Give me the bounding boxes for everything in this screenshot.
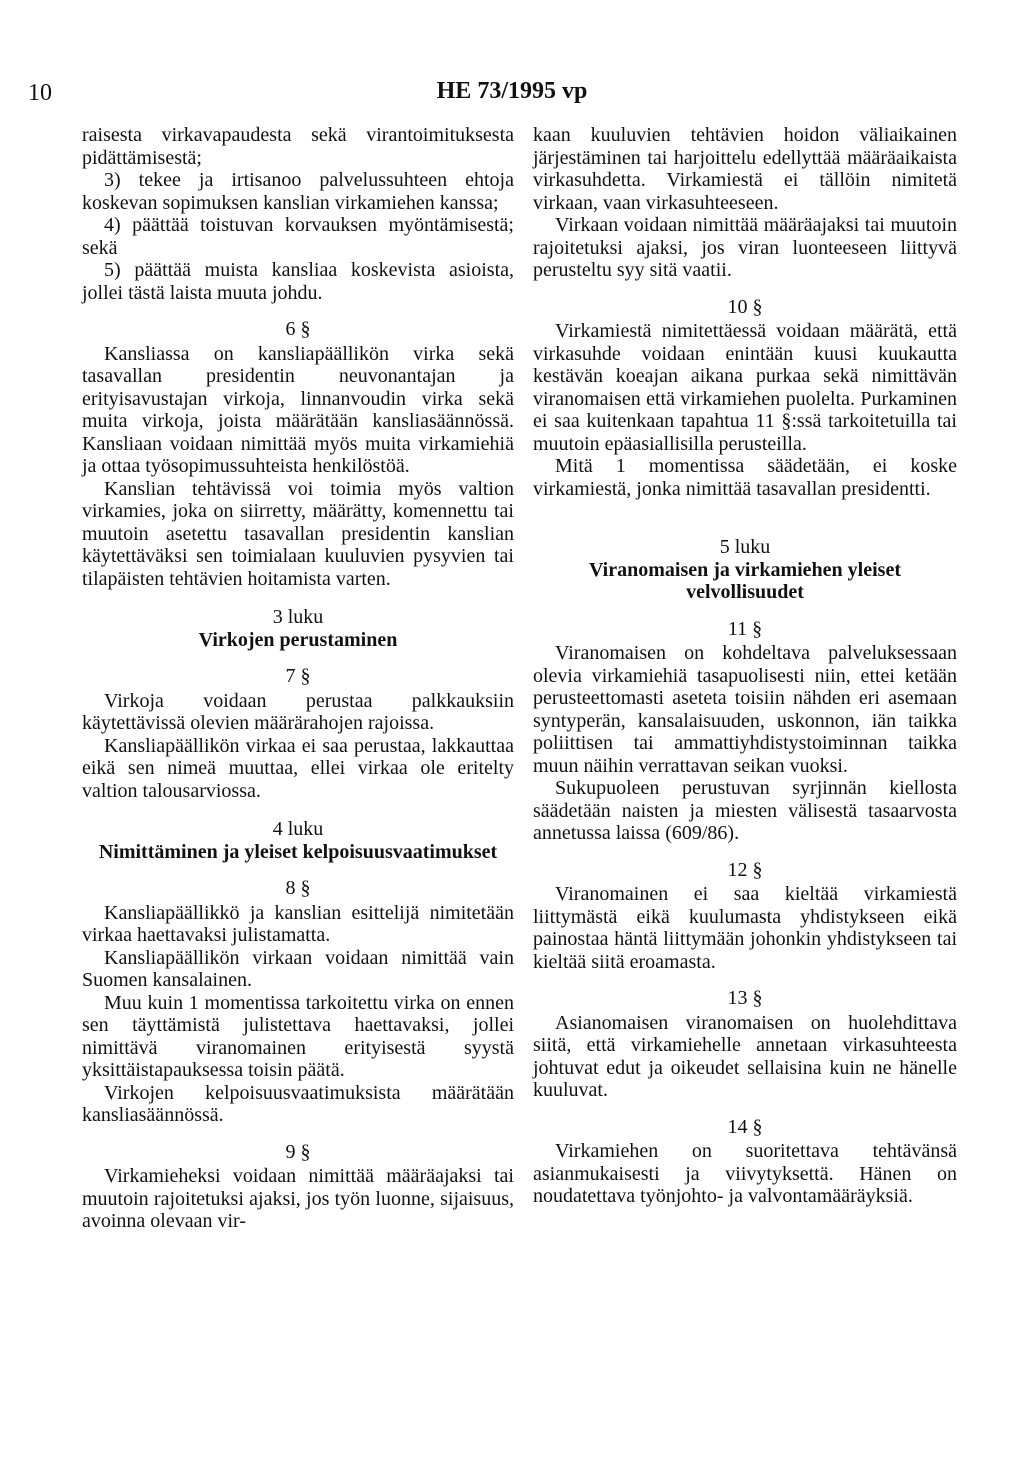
paragraph: Virkoja voidaan perustaa palkkauksiin käytettävissä olevien määrärahojen rajoissa. [82, 689, 514, 734]
chapter-5-title: Viranomaisen ja virkamiehen yleiset velvollisuudet [588, 558, 901, 603]
paragraph: Virkamiehen on suoritettava tehtävänsä asianmukaisesti ja viivytyksettä. Hänen on noudatettava työnjohto- ja valvontamääräyksiä. [533, 1140, 957, 1207]
paragraph: Virkaan voidaan nimittää määräajaksi tai muutoin rajoitetuksi ajaksi, jos viran luonteeseen liittyvä perusteltu syy sitä vaatii. [533, 214, 957, 281]
section-10-heading: 10 § [727, 295, 763, 318]
paragraph: Virkojen kelpoisuusvaatimuksista määrätään kansliasäännössä. [82, 1081, 514, 1126]
chapter-4-title: Nimittäminen ja yleiset kelpoisuusvaatimukset [98, 840, 498, 863]
section-8-heading: 8 § [285, 877, 311, 899]
paragraph: Kansliassa on kansliapäällikön virka sekä tasavallan presidentin neuvonantajan ja erityisavustajan virkoja, linnanvoudin virka sekä muita virkoja, joista määrätään kansliasäännössä. Kansliaan voidaan nimittää myös muita virkamiehiä ja ottaa työsopimussuhteista henkilöstöä. [82, 342, 514, 477]
chapter-4-number: 4 luku [272, 818, 324, 840]
paragraph: Kanslian tehtävissä voi toimia myös valtion virkamies, joka on siirretty, määrätty, komennettu tai muutoin asetettu tasavallan presidentin kanslian käytettäväksi sen toimialaan kuuluvien pysyvien tai tilapäisten tehtävien hoitamista varten. [82, 477, 514, 590]
section-6-heading: 6 § [285, 318, 311, 340]
list-item: 4) päättää toistuvan korvauksen myöntämisestä; sekä [82, 214, 514, 259]
section-14-heading: 14 § [727, 1115, 763, 1138]
paragraph: Viranomainen ei saa kieltää virkamiestä liittymästä eikä kuulumasta yhdistykseen eikä painostaa häntä liittymään johonkin yhdistykseen tai kieltää siitä eroamasta. [533, 883, 957, 973]
section-11-heading: 11 § [727, 617, 763, 640]
paragraph: Muu kuin 1 momentissa tarkoitettu virka on ennen sen täyttämistä julistettava haettavaksi, jollei nimittävä viranomainen erityisestä syystä yksittäistapauksessa toisin päätä. [82, 991, 514, 1081]
left-column [82, 124, 514, 1233]
paragraph: kaan kuuluvien tehtävien hoidon väliaikainen järjestäminen tai harjoittelu edellyttää määräaikaista virkasuhdetta. Virkamiestä ei tällöin nimitetä virkaan, vaan virkasuhteeseen. [533, 124, 957, 214]
list-item: 3) tekee ja irtisanoo palvelussuhteen ehtoja koskevan sopimuksen kanslian virkamiehen kanssa; [82, 169, 514, 214]
chapter-3-number: 3 luku [272, 606, 324, 628]
list-item: 5) päättää muista kansliaa koskevista asioista, jollei tästä laista muuta johdu. [82, 259, 514, 304]
paragraph: Virkamiestä nimitettäessä voidaan määrätä, että virkasuhde voidaan enintään kuusi kuukautta kestävän koeajan aikana purkaa sekä nimittävän viranomaisen että virkamiehen puolelta. Purkaminen ei saa kuitenkaan tapahtua 11 §:ssä tarkoitetuilla tai muutoin epäasiallisilla perusteilla. [533, 320, 957, 455]
paragraph: Asianomaisen viranomaisen on huolehdittava siitä, että virkamiehelle annetaan virkasuhteesta johtuvat edut ja oikeudet sellaisina kuin ne hänelle kuuluvat. [533, 1011, 957, 1101]
section-9-heading: 9 § [285, 1140, 311, 1163]
paragraph: Viranomaisen on kohdeltava palveluksessaan olevia virkamiehiä tasapuolisesti niin, ettei ketään perusteettomasti aseteta toisiin nähden eri asemaan syntyperän, kansalaisuuden, uskonnon, iän taikka poliittisen tai ammattiyhdistystoiminnan taikka muun näihin verrattavan seikan vuoksi. [533, 642, 957, 777]
chapter-3-title: Virkojen perustaminen [198, 628, 398, 651]
running-header: HE 73/1995 vp [436, 78, 588, 104]
paragraph: Kansliapäällikkö ja kanslian esittelijä nimitetään virkaa haettavaksi julistamatta. [82, 901, 514, 946]
paragraph: Kansliapäällikön virkaan voidaan nimittää vain Suomen kansalainen. [82, 946, 514, 991]
paragraph: Sukupuoleen perustuvan syrjinnän kiellosta säädetään naisten ja miesten välisestä tasaarvosta annetussa laissa (609/86). [533, 777, 957, 844]
section-13-heading: 13 § [727, 987, 763, 1009]
page-number: 10 [28, 80, 52, 106]
paragraph: Mitä 1 momentissa säädetään, ei koske virkamiestä, jonka nimittää tasavallan presidentti. [533, 455, 957, 500]
right-column [533, 124, 957, 1208]
paragraph: Virkamieheksi voidaan nimittää määräajaksi tai muutoin rajoitetuksi ajaksi, jos työn luonne, sijaisuus, avoinna olevaan vir- [82, 1165, 514, 1232]
section-12-heading: 12 § [727, 858, 763, 881]
section-7-heading: 7 § [285, 665, 311, 687]
chapter-5-number: 5 luku [719, 536, 771, 558]
paragraph: raisesta virkavapaudesta sekä virantoimituksesta pidättämisestä; [82, 124, 514, 169]
paragraph: Kansliapäällikön virkaa ei saa perustaa, lakkauttaa eikä sen nimeä muuttaa, ellei virkaa ole eritelty valtion talousarviossa. [82, 734, 514, 802]
